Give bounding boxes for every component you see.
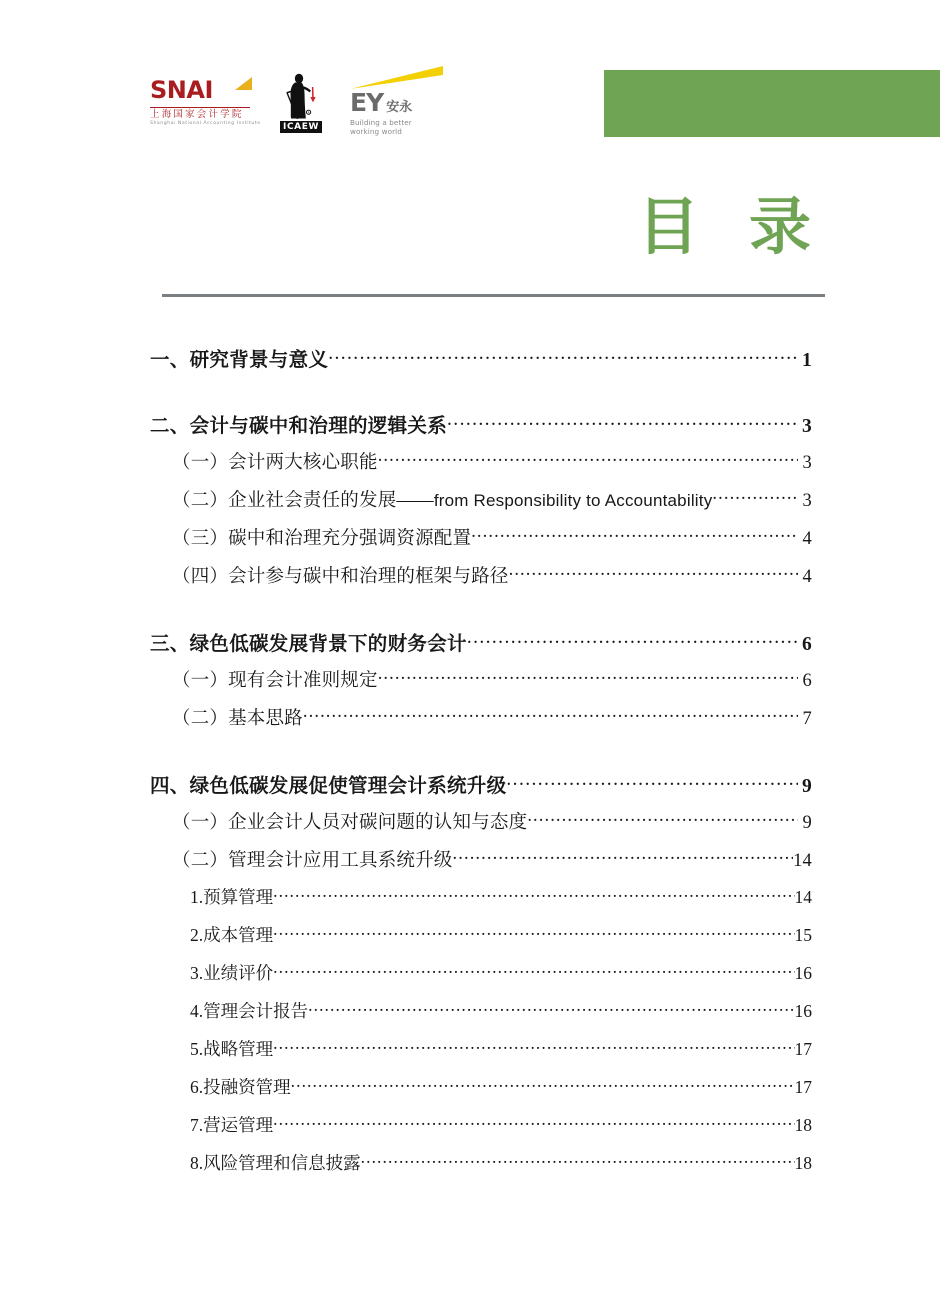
toc-entry-label: 3.业绩评价	[190, 963, 274, 983]
toc-entry-label: 二、会计与碳中和治理的逻辑关系	[150, 416, 448, 437]
snai-english-name: Shanghai National Accounting Institute	[150, 121, 261, 127]
toc-entry-level2[interactable]	[0, 808, 950, 846]
toc-entry-level2[interactable]	[0, 704, 950, 742]
toc-entry-level3[interactable]	[0, 922, 950, 960]
snai-chinese-name: 上海国家会计学院	[150, 109, 244, 120]
toc-entry-level3[interactable]	[0, 1150, 950, 1188]
toc-entry-level1[interactable]	[0, 770, 950, 808]
toc-entry-label: 8.风险管理和信息披露	[190, 1153, 361, 1173]
toc-leader-dots	[291, 1076, 795, 1094]
toc-leader-dots	[273, 886, 794, 904]
toc-entry-label: （四）会计参与碳中和治理的框架与路径	[172, 567, 509, 587]
toc-entry-label: 2.成本管理	[190, 925, 274, 945]
toc-entry-label-latin: from Responsibility to Accountability	[433, 491, 713, 510]
toc-leader-dots	[273, 1114, 794, 1132]
toc-entry-page: 9	[802, 813, 812, 833]
toc-leader-dots	[527, 810, 798, 829]
toc-entry-label: 三、绿色低碳发展背景下的财务会计	[150, 634, 467, 655]
logo-row	[150, 78, 445, 140]
toc-entry-level3[interactable]	[0, 1112, 950, 1150]
ey-tagline-line2: working world	[350, 127, 402, 137]
toc-entry-label: 1.预算管理	[190, 887, 274, 907]
toc-entry-page: 14	[794, 887, 812, 907]
spacer	[0, 742, 950, 770]
toc-entry-page: 6	[802, 671, 812, 691]
toc-entry-level2[interactable]	[0, 524, 950, 562]
toc-leader-dots	[273, 924, 794, 942]
toc-leader-dots	[308, 1000, 794, 1018]
toc-entry-page: 16	[794, 1001, 812, 1021]
toc-entry-level2[interactable]	[0, 666, 950, 704]
header-green-block	[604, 70, 940, 137]
toc-leader-dots	[273, 1038, 794, 1056]
toc-entry-page: 3	[802, 491, 812, 511]
document-header	[0, 0, 950, 175]
toc-entry-label: （二）管理会计应用工具系统升级	[172, 851, 453, 871]
toc-entry-label: （一）会计两大核心职能	[172, 453, 378, 473]
toc-entry-page: 14	[793, 851, 812, 871]
toc-entry-page: 17	[794, 1039, 812, 1059]
toc-entry-label-cn: （二）企业社会责任的发展——	[172, 491, 434, 511]
toc-leader-dots	[509, 564, 798, 583]
ey-wordmark: EY	[350, 88, 384, 117]
ey-chinese-name: 安永	[386, 99, 413, 115]
ey-tagline-line1: Building a better	[350, 117, 412, 127]
toc-entry-label: （一）现有会计准则规定	[172, 671, 378, 691]
ey-swoosh-icon	[350, 66, 443, 90]
toc-entry-level2[interactable]	[0, 562, 950, 600]
toc-entry-label	[172, 486, 712, 512]
toc-entry-label: 4.管理会计报告	[190, 1001, 309, 1021]
toc-entry-page: 1	[801, 350, 812, 371]
toc-entry-level3[interactable]	[0, 1074, 950, 1112]
snai-accent-icon	[235, 77, 252, 90]
ey-logo	[350, 66, 445, 137]
toc-leader-dots	[328, 347, 798, 367]
table-of-contents	[0, 344, 950, 1188]
ey-tagline	[350, 118, 445, 137]
toc-entry-page: 17	[794, 1077, 812, 1097]
toc-entry-level2[interactable]	[0, 846, 950, 884]
snai-wordmark: SNAI	[150, 76, 213, 104]
toc-entry-level3[interactable]	[0, 1036, 950, 1074]
toc-entry-level3[interactable]	[0, 884, 950, 922]
toc-leader-dots	[712, 488, 798, 507]
title-divider	[162, 294, 825, 297]
toc-entry-level1[interactable]	[0, 410, 950, 448]
toc-leader-dots	[467, 631, 798, 651]
toc-entry-label: （三）碳中和治理充分强调资源配置	[172, 529, 472, 549]
toc-entry-level3[interactable]	[0, 960, 950, 998]
snai-logo	[150, 76, 261, 127]
toc-leader-dots	[471, 526, 798, 545]
toc-entry-page: 7	[802, 709, 812, 729]
toc-entry-page: 16	[794, 963, 812, 983]
icaew-logo	[272, 73, 330, 133]
toc-entry-page: 15	[794, 925, 812, 945]
icaew-badge-label: ICAEW	[280, 121, 322, 133]
toc-entry-level2[interactable]	[0, 448, 950, 486]
toc-entry-label: （二）基本思路	[172, 709, 303, 729]
spacer	[0, 600, 950, 628]
icaew-figure-icon	[278, 73, 324, 121]
toc-entry-level2[interactable]	[0, 486, 950, 524]
toc-entry-page: 4	[802, 529, 812, 549]
toc-entry-level1[interactable]	[0, 344, 950, 382]
toc-entry-page: 4	[802, 567, 812, 587]
toc-leader-dots	[447, 413, 798, 433]
toc-leader-dots	[361, 1152, 795, 1170]
snai-divider	[150, 107, 250, 108]
toc-entry-page: 18	[794, 1153, 812, 1173]
toc-entry-label: （一）企业会计人员对碳问题的认知与态度	[172, 813, 528, 833]
toc-entry-level3[interactable]	[0, 998, 950, 1036]
spacer	[0, 382, 950, 410]
toc-entry-label: 5.战略管理	[190, 1039, 274, 1059]
toc-leader-dots	[378, 450, 798, 469]
toc-entry-label: 6.投融资管理	[190, 1077, 291, 1097]
toc-entry-page: 9	[801, 776, 812, 797]
toc-leader-dots	[273, 962, 794, 980]
toc-entry-label: 7.营运管理	[190, 1115, 274, 1135]
svg-text:R: R	[307, 111, 310, 115]
toc-entry-page: 3	[802, 453, 812, 473]
toc-leader-dots	[378, 668, 798, 687]
toc-entry-page: 6	[801, 634, 812, 655]
toc-leader-dots	[303, 706, 798, 725]
toc-leader-dots	[453, 848, 794, 867]
toc-entry-page: 3	[801, 416, 812, 437]
toc-entry-page: 18	[794, 1115, 812, 1135]
toc-entry-label: 四、绿色低碳发展促使管理会计系统升级	[150, 776, 507, 797]
toc-leader-dots	[506, 773, 798, 793]
toc-entry-level1[interactable]	[0, 628, 950, 666]
toc-entry-label: 一、研究背景与意义	[150, 350, 329, 371]
page-title: 目 录	[637, 190, 825, 263]
